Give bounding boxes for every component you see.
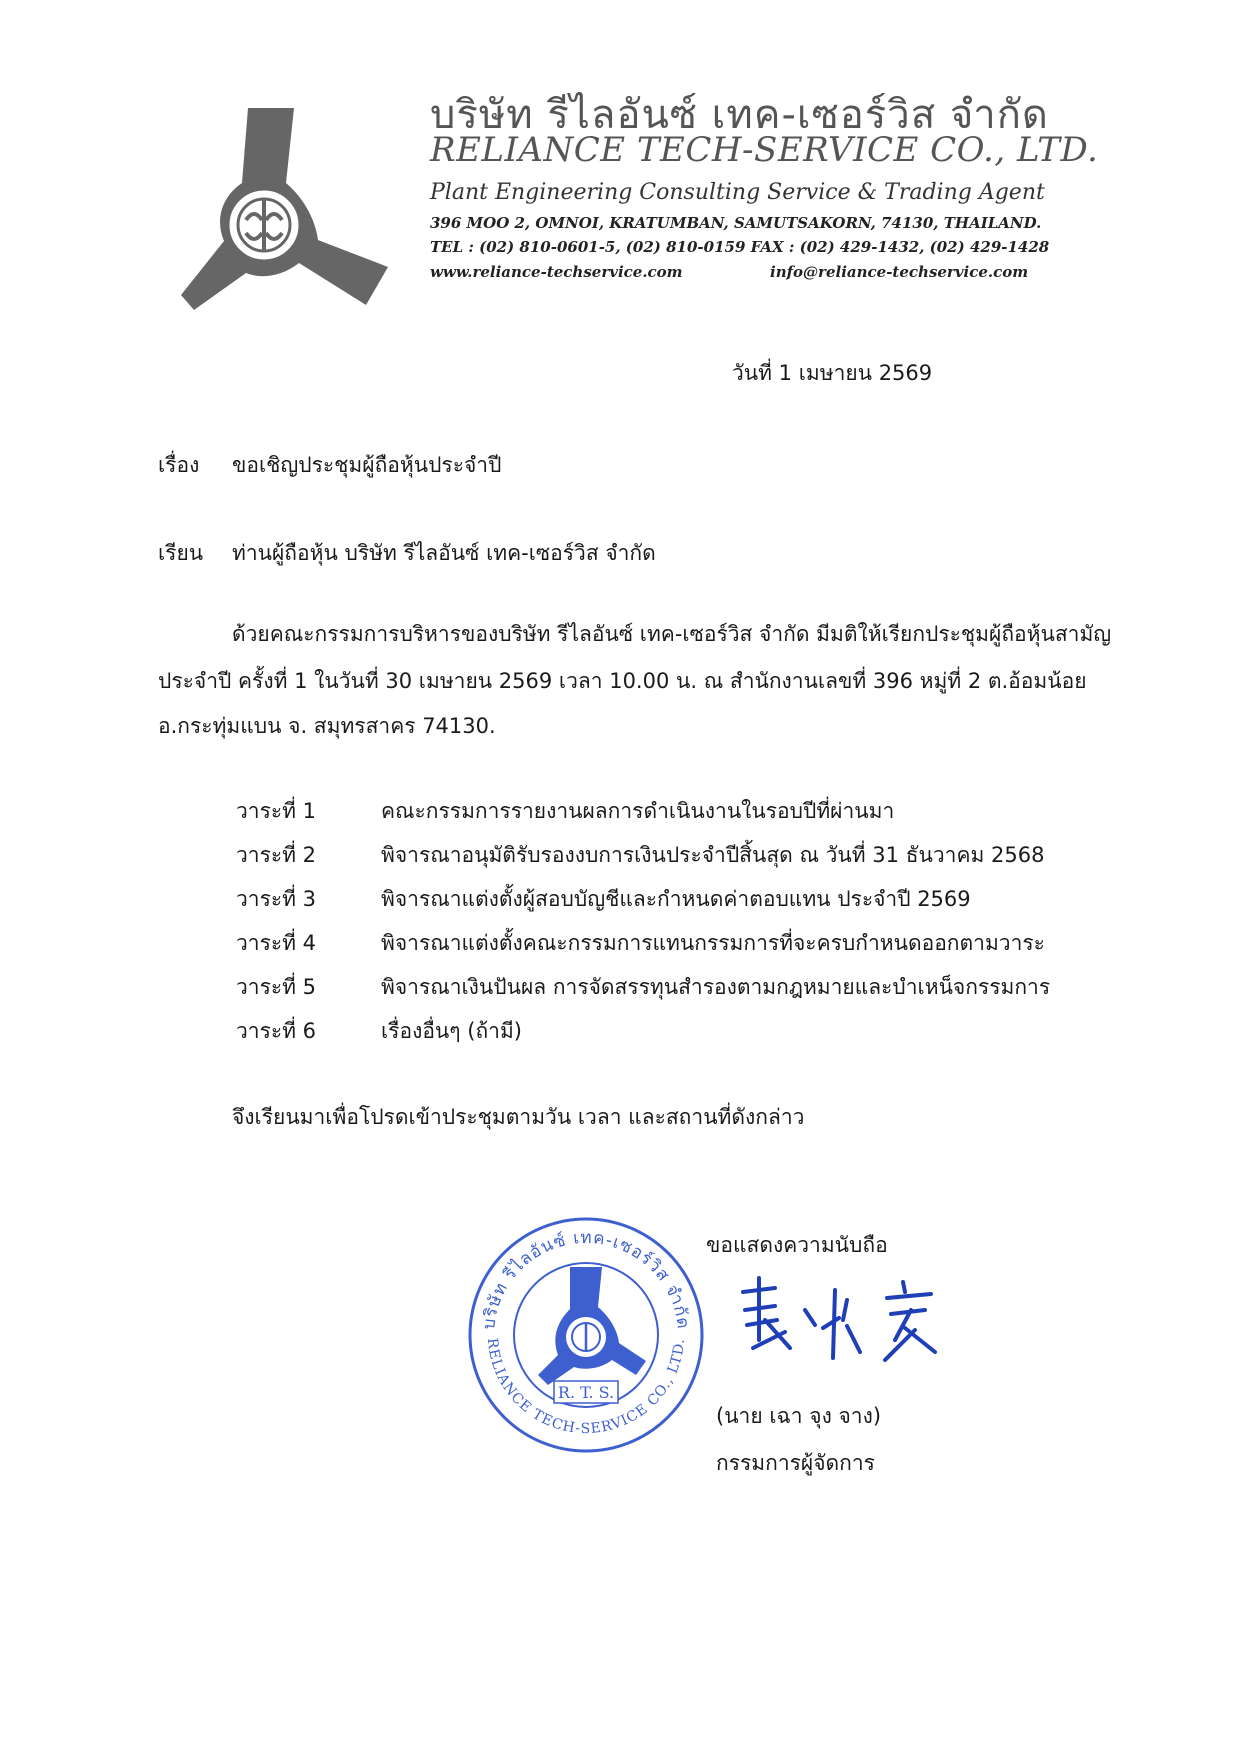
stamp-thai-text: บริษัท รีไลอันซ์ เทค-เซอร์วิส จำกัด — [479, 1227, 693, 1331]
subject-label: เรื่อง — [158, 453, 200, 477]
agenda-item — [0, 1015, 1241, 1055]
handwritten-signature — [735, 1270, 950, 1370]
regards-text: ขอแสดงความนับถือ — [706, 1233, 888, 1257]
signer-name: (นาย เฉา จุง จาง) — [716, 1404, 882, 1428]
agenda-item — [0, 795, 1241, 835]
agenda-item — [0, 883, 1241, 923]
company-stamp — [466, 1215, 706, 1455]
agenda-text: เรื่องอื่นๆ (ถ้ามี) — [381, 1019, 522, 1043]
body-paragraph-line: อ.กระทุ่มแบน จ. สมุทรสาคร 74130. — [158, 714, 496, 738]
body-paragraph-line: ประจำปี ครั้งที่ 1 ในวันที่ 30 เมษายน 2569 เวลา 10.00 น. ณ สำนักงานเลขที่ 396 หมู่ที่ 2 ต.อ้อมน้อย — [158, 669, 1087, 693]
recipient-text: ท่านผู้ถือหุ้น บริษัท รีไลอันซ์ เทค-เซอร์วิส จำกัด — [232, 541, 656, 565]
agenda-item — [0, 839, 1241, 879]
agenda-item — [0, 927, 1241, 967]
agenda-text: พิจารณาอนุมัติรับรองงบการเงินประจำปีสิ้นสุด ณ วันที่ 31 ธันวาคม 2568 — [381, 843, 1045, 867]
company-email: info@reliance-techservice.com — [770, 263, 1029, 281]
agenda-label: วาระที่ 2 — [236, 843, 317, 867]
agenda-text: พิจารณาแต่งตั้งคณะกรรมการแทนกรรมการที่จะครบกำหนดออกตามวาระ — [381, 931, 1045, 955]
letter-date: วันที่ 1 เมษายน 2569 — [732, 361, 933, 385]
agenda-item — [0, 971, 1241, 1011]
stamp-initials: R. T. S. — [557, 1383, 615, 1402]
company-name-thai: บริษัท รีไลอันซ์ เทค-เซอร์วิส จำกัด — [430, 92, 1049, 138]
agenda-text: พิจารณาเงินปันผล การจัดสรรทุนสำรองตามกฎหมายและบำเหน็จกรรมการ — [381, 975, 1051, 999]
stamp-english-text: RELIANCE TECH-SERVICE CO., LTD. — [483, 1337, 688, 1437]
company-logo — [176, 105, 396, 310]
company-tagline: Plant Engineering Consulting Service & Trading Agent — [430, 180, 1045, 205]
company-website: www.reliance-techservice.com — [430, 263, 683, 281]
agenda-label: วาระที่ 6 — [236, 1019, 317, 1043]
agenda-text: พิจารณาแต่งตั้งผู้สอบบัญชีและกำหนดค่าตอบแทน ประจำปี 2569 — [381, 887, 971, 911]
company-contact: TEL : (02) 810-0601-5, (02) 810-0159 FAX : (02) 429-1432, (02) 429-1428 — [430, 238, 1050, 256]
agenda-label: วาระที่ 1 — [236, 799, 317, 823]
agenda-label: วาระที่ 5 — [236, 975, 317, 999]
company-name-english: RELIANCE TECH-SERVICE CO., LTD. — [430, 130, 1099, 170]
recipient-label: เรียน — [158, 541, 204, 565]
closing-sentence: จึงเรียนมาเพื่อโปรดเข้าประชุมตามวัน เวลา และสถานที่ดังกล่าว — [232, 1105, 805, 1129]
agenda-label: วาระที่ 3 — [236, 887, 317, 911]
body-paragraph-line: ด้วยคณะกรรมการบริหารของบริษัท รีไลอันซ์ เทค-เซอร์วิส จำกัด มีมติให้เรียกประชุมผู้ถือหุ้นสามัญ — [232, 622, 1112, 646]
company-address: 396 MOO 2, OMNOI, KRATUMBAN, SAMUTSAKORN, 74130, THAILAND. — [430, 214, 1042, 232]
signer-position: กรรมการผู้จัดการ — [716, 1451, 875, 1475]
subject-text: ขอเชิญประชุมผู้ถือหุ้นประจำปี — [232, 453, 502, 477]
agenda-text: คณะกรรมการรายงานผลการดำเนินงานในรอบปีที่ผ่านมา — [381, 799, 895, 823]
agenda-label: วาระที่ 4 — [236, 931, 317, 955]
